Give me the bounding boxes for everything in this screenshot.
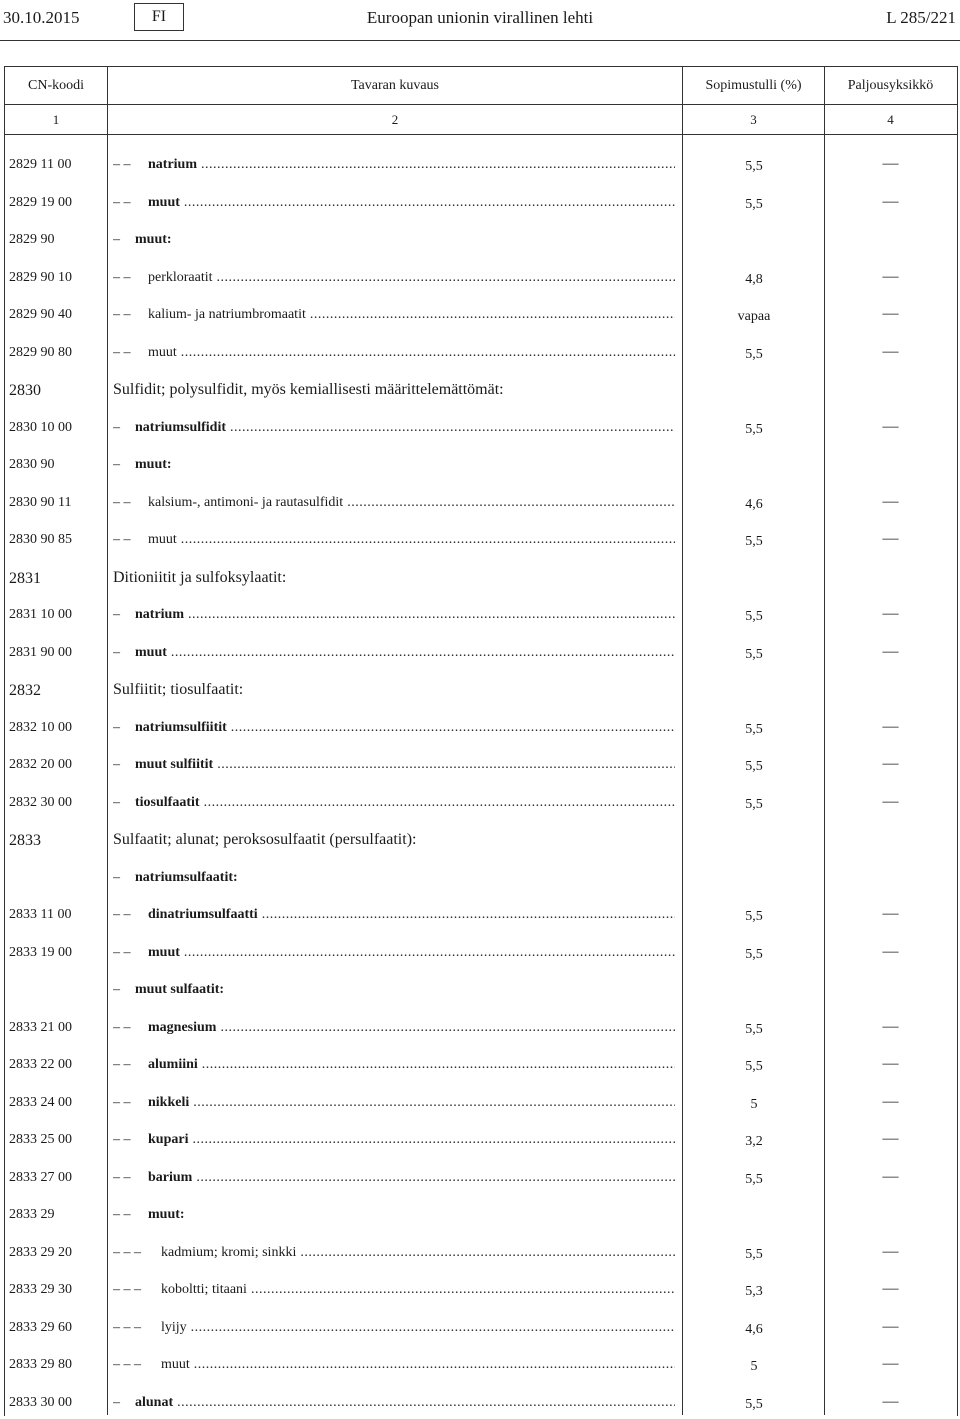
duty-rate: 5,5 xyxy=(745,422,763,437)
leader-dots xyxy=(220,1020,675,1036)
cn-code: 2832 10 00 xyxy=(9,720,72,735)
leader-dots xyxy=(188,607,675,623)
cn-code: 2832 xyxy=(9,682,41,699)
supplementary-unit: — xyxy=(882,1318,899,1335)
column-header-description: Tavaran kuvaus xyxy=(350,78,440,93)
table-row xyxy=(0,832,960,856)
description xyxy=(113,1357,675,1373)
column-number: 2 xyxy=(391,112,399,127)
description xyxy=(113,1245,675,1261)
description-text: natriumsulfaatit: xyxy=(135,870,238,885)
table-row xyxy=(0,570,960,594)
language-box: FI xyxy=(134,3,184,31)
supplementary-unit: — xyxy=(882,305,899,322)
duty-rate: 5 xyxy=(750,1097,758,1112)
table-row xyxy=(0,945,960,969)
leader-dots xyxy=(181,532,675,548)
duty-rate: 5,5 xyxy=(745,1022,763,1037)
cn-code: 2833 29 30 xyxy=(9,1282,72,1297)
indent-dash: – – – xyxy=(113,1357,141,1372)
description-text: muut xyxy=(161,1357,190,1372)
description-text: barium xyxy=(148,1170,193,1185)
description-text: muut xyxy=(148,945,180,960)
supplementary-unit: — xyxy=(882,943,899,960)
description-text: alumiini xyxy=(148,1057,198,1072)
indent-dash: – xyxy=(113,645,120,660)
cn-code: 2833 29 20 xyxy=(9,1245,72,1260)
description xyxy=(113,457,675,473)
duty-rate: 5 xyxy=(750,1359,758,1374)
leader-dots xyxy=(204,795,675,811)
table-row xyxy=(0,232,960,256)
description-text: muut xyxy=(148,345,177,360)
description-text: Sulfidit; polysulfidit, myös kemiallisesti määrittelemättömät: xyxy=(113,381,504,398)
supplementary-unit: — xyxy=(882,793,899,810)
description xyxy=(113,420,675,436)
leader-dots xyxy=(231,720,675,736)
leader-dots xyxy=(193,1095,675,1111)
description xyxy=(113,1020,675,1036)
description-text: muut: xyxy=(135,232,172,247)
supplementary-unit: — xyxy=(882,1243,899,1260)
indent-dash: – – xyxy=(113,157,131,172)
leader-dots xyxy=(217,757,675,773)
table-row xyxy=(0,1395,960,1419)
indent-dash: – xyxy=(113,457,120,472)
description-text: muut: xyxy=(135,457,172,472)
cn-code: 2833 24 00 xyxy=(9,1095,72,1110)
description-text: Sulfiitit; tiosulfaatit: xyxy=(113,681,244,698)
table-row xyxy=(0,1282,960,1306)
table-row xyxy=(0,1095,960,1119)
supplementary-unit: — xyxy=(882,1093,899,1110)
table-row xyxy=(0,1170,960,1194)
table-row xyxy=(0,1207,960,1231)
description xyxy=(113,1207,675,1223)
header-rule xyxy=(0,40,960,41)
description xyxy=(113,232,675,248)
cn-code: 2829 90 80 xyxy=(9,345,72,360)
supplementary-unit: — xyxy=(882,155,899,172)
duty-rate: vapaa xyxy=(737,309,771,324)
duty-rate: 5,5 xyxy=(745,1397,763,1412)
description-text: muut xyxy=(148,195,180,210)
table-row xyxy=(0,307,960,331)
description-text: muut sulfaatit: xyxy=(135,982,225,997)
table-row xyxy=(0,682,960,706)
indent-dash: – xyxy=(113,870,120,885)
leader-dots xyxy=(181,345,675,361)
number-row-divider xyxy=(4,134,957,135)
description xyxy=(113,795,675,811)
description xyxy=(113,1132,675,1148)
supplementary-unit: — xyxy=(882,1280,899,1297)
cn-code: 2833 29 xyxy=(9,1207,55,1222)
description xyxy=(113,645,675,661)
description-text: magnesium xyxy=(148,1020,217,1035)
duty-rate: 4,6 xyxy=(745,1322,763,1337)
table-row xyxy=(0,1357,960,1381)
table-row xyxy=(0,457,960,481)
indent-dash: – – xyxy=(113,1132,131,1147)
column-number: 4 xyxy=(887,112,894,127)
supplementary-unit: — xyxy=(882,718,899,735)
leader-dots xyxy=(184,945,675,961)
table-row xyxy=(0,270,960,294)
cn-code: 2833 29 60 xyxy=(9,1320,72,1335)
supplementary-unit: — xyxy=(882,755,899,772)
indent-dash: – – – xyxy=(113,1282,141,1297)
leader-dots xyxy=(251,1282,675,1298)
table-row xyxy=(0,1320,960,1344)
column-header-unit: Paljousyksikkö xyxy=(847,78,934,93)
description-text: natrium xyxy=(148,157,197,172)
cn-code: 2833 19 00 xyxy=(9,945,72,960)
supplementary-unit: — xyxy=(882,1393,899,1410)
duty-rate: 5,5 xyxy=(745,797,763,812)
description xyxy=(113,945,675,961)
description-text: muut: xyxy=(148,1207,185,1222)
leader-dots xyxy=(177,1395,675,1411)
description xyxy=(113,270,675,286)
description xyxy=(113,720,675,736)
table-row xyxy=(0,1057,960,1081)
cn-code: 2833 21 00 xyxy=(9,1020,72,1035)
supplementary-unit: — xyxy=(882,643,899,660)
description xyxy=(113,907,675,923)
leader-dots xyxy=(262,907,675,923)
leader-dots xyxy=(194,1357,675,1373)
description xyxy=(113,381,675,399)
indent-dash: – – xyxy=(113,1170,131,1185)
table-row xyxy=(0,1132,960,1156)
journal-title: Euroopan unionin virallinen lehti xyxy=(366,8,594,27)
duty-rate: 5,5 xyxy=(745,947,763,962)
indent-dash: – xyxy=(113,795,120,810)
description xyxy=(113,1057,675,1073)
cn-code: 2829 90 40 xyxy=(9,307,72,322)
description xyxy=(113,532,675,548)
description-text: dinatriumsulfaatti xyxy=(148,907,258,922)
table-row xyxy=(0,1020,960,1044)
cn-code: 2829 19 00 xyxy=(9,195,72,210)
table-row xyxy=(0,607,960,631)
indent-dash: – – xyxy=(113,495,131,510)
cn-code: 2830 xyxy=(9,382,41,399)
description xyxy=(113,1095,675,1111)
description xyxy=(113,681,675,699)
column-header-rate: Sopimustulli (%) xyxy=(705,78,802,93)
cn-code: 2830 10 00 xyxy=(9,420,72,435)
indent-dash: – – xyxy=(113,345,131,360)
supplementary-unit: — xyxy=(882,1130,899,1147)
duty-rate: 5,5 xyxy=(745,909,763,924)
description-text: natriumsulfidit xyxy=(135,420,227,435)
cn-code: 2833 25 00 xyxy=(9,1132,72,1147)
cn-code: 2833 11 00 xyxy=(9,907,72,922)
duty-rate: 5,5 xyxy=(745,609,763,624)
cn-code: 2830 90 xyxy=(9,457,55,472)
supplementary-unit: — xyxy=(882,605,899,622)
indent-dash: – – xyxy=(113,1020,131,1035)
leader-dots xyxy=(196,1170,675,1186)
supplementary-unit: — xyxy=(882,1355,899,1372)
description xyxy=(113,1395,675,1411)
indent-dash: – xyxy=(113,1395,120,1410)
table-row xyxy=(0,645,960,669)
table-row xyxy=(0,532,960,556)
leader-dots xyxy=(191,1320,675,1336)
supplementary-unit: — xyxy=(882,1055,899,1072)
description-text: natrium xyxy=(135,607,184,622)
indent-dash: – – xyxy=(113,1095,131,1110)
indent-dash: – – – xyxy=(113,1245,141,1260)
column-number: 1 xyxy=(52,112,60,127)
page-header xyxy=(0,0,960,40)
description-text: perkloraatit xyxy=(148,270,213,285)
indent-dash: – xyxy=(113,757,120,772)
description-text: kalsium-, antimoni- ja rautasulfidit xyxy=(148,495,344,510)
description-text: Ditioniitit ja sulfoksylaatit: xyxy=(113,569,287,586)
duty-rate: 5,5 xyxy=(745,759,763,774)
duty-rate: 5,5 xyxy=(745,534,763,549)
indent-dash: – – xyxy=(113,945,131,960)
indent-dash: – – xyxy=(113,532,131,547)
leader-dots xyxy=(310,307,675,323)
leader-dots xyxy=(171,645,675,661)
supplementary-unit: — xyxy=(882,418,899,435)
indent-dash: – xyxy=(113,720,120,735)
table-row xyxy=(0,982,960,1006)
table-row xyxy=(0,382,960,406)
cn-code: 2833 22 00 xyxy=(9,1057,72,1072)
cn-code: 2830 90 11 xyxy=(9,495,72,510)
description xyxy=(113,157,675,173)
table-row xyxy=(0,345,960,369)
description-text: Sulfaatit; alunat; peroksosulfaatit (persulfaatit): xyxy=(113,831,417,848)
description xyxy=(113,831,675,849)
description xyxy=(113,982,675,998)
duty-rate: 5,5 xyxy=(745,1059,763,1074)
duty-rate: 5,5 xyxy=(745,197,763,212)
table-row xyxy=(0,195,960,219)
leader-dots xyxy=(192,1132,675,1148)
publication-date: 30.10.2015 xyxy=(3,8,80,27)
description-text: kupari xyxy=(148,1132,189,1147)
cn-code: 2829 11 00 xyxy=(9,157,72,172)
cn-code: 2833 29 80 xyxy=(9,1357,72,1372)
description xyxy=(113,195,675,211)
duty-rate: 5,5 xyxy=(745,647,763,662)
table-row xyxy=(0,870,960,894)
description xyxy=(113,607,675,623)
description-text: nikkeli xyxy=(148,1095,190,1110)
table-row xyxy=(0,420,960,444)
description-text: kalium- ja natriumbromaatit xyxy=(148,307,306,322)
cn-code: 2833 xyxy=(9,832,41,849)
description-text: muut xyxy=(135,645,167,660)
table-row xyxy=(0,757,960,781)
indent-dash: – – xyxy=(113,270,131,285)
supplementary-unit: — xyxy=(882,343,899,360)
description xyxy=(113,1170,675,1186)
description-text: lyijy xyxy=(161,1320,187,1335)
cn-code: 2830 90 85 xyxy=(9,532,72,547)
supplementary-unit: — xyxy=(882,268,899,285)
duty-rate: 5,3 xyxy=(745,1284,763,1299)
cn-code: 2832 20 00 xyxy=(9,757,72,772)
leader-dots xyxy=(347,495,675,511)
leader-dots xyxy=(184,195,675,211)
indent-dash: – – xyxy=(113,195,131,210)
leader-dots xyxy=(201,157,675,173)
description xyxy=(113,757,675,773)
leader-dots xyxy=(230,420,675,436)
supplementary-unit: — xyxy=(882,905,899,922)
indent-dash: – xyxy=(113,232,120,247)
cn-code: 2831 xyxy=(9,570,41,587)
column-number: 3 xyxy=(750,112,757,127)
description xyxy=(113,1320,675,1336)
indent-dash: – xyxy=(113,982,120,997)
supplementary-unit: — xyxy=(882,530,899,547)
cn-code: 2831 10 00 xyxy=(9,607,72,622)
description-text: muut xyxy=(148,532,177,547)
description xyxy=(113,1282,675,1298)
duty-rate: 5,5 xyxy=(745,722,763,737)
column-header-cn-code: CN-koodi xyxy=(28,78,84,93)
description-text: tiosulfaatit xyxy=(135,795,200,810)
cn-code: 2833 27 00 xyxy=(9,1170,72,1185)
indent-dash: – – xyxy=(113,1207,131,1222)
indent-dash: – – xyxy=(113,907,131,922)
leader-dots xyxy=(300,1245,675,1261)
supplementary-unit: — xyxy=(882,1168,899,1185)
indent-dash: – xyxy=(113,420,120,435)
duty-rate: 3,2 xyxy=(745,1134,763,1149)
supplementary-unit: — xyxy=(882,1018,899,1035)
description xyxy=(113,495,675,511)
duty-rate: 4,8 xyxy=(745,272,763,287)
indent-dash: – – xyxy=(113,307,131,322)
table-row xyxy=(0,157,960,181)
description xyxy=(113,870,675,886)
page-reference: L 285/221 xyxy=(886,8,956,27)
table-row xyxy=(0,795,960,819)
cn-code: 2831 90 00 xyxy=(9,645,72,660)
description-text: alunat xyxy=(135,1395,174,1410)
description-text: natriumsulfiitit xyxy=(135,720,227,735)
duty-rate: 5,5 xyxy=(745,159,763,174)
indent-dash: – xyxy=(113,607,120,622)
table-row xyxy=(0,1245,960,1269)
indent-dash: – – – xyxy=(113,1320,141,1335)
cn-code: 2832 30 00 xyxy=(9,795,72,810)
cn-code: 2829 90 10 xyxy=(9,270,72,285)
description-text: kadmium; kromi; sinkki xyxy=(161,1245,297,1260)
cn-code: 2829 90 xyxy=(9,232,55,247)
supplementary-unit: — xyxy=(882,493,899,510)
description xyxy=(113,569,675,587)
leader-dots xyxy=(202,1057,675,1073)
duty-rate: 5,5 xyxy=(745,347,763,362)
duty-rate: 5,5 xyxy=(745,1247,763,1262)
duty-rate: 5,5 xyxy=(745,1172,763,1187)
description-text: koboltti; titaani xyxy=(161,1282,247,1297)
indent-dash: – – xyxy=(113,1057,131,1072)
description-text: muut sulfiitit xyxy=(135,757,214,772)
cn-code: 2833 30 00 xyxy=(9,1395,72,1410)
duty-rate: 4,6 xyxy=(745,497,763,512)
description xyxy=(113,345,675,361)
table-row xyxy=(0,907,960,931)
supplementary-unit: — xyxy=(882,193,899,210)
header-row-divider xyxy=(4,104,957,105)
leader-dots xyxy=(217,270,675,286)
table-row xyxy=(0,495,960,519)
table-row xyxy=(0,720,960,744)
description xyxy=(113,307,675,323)
